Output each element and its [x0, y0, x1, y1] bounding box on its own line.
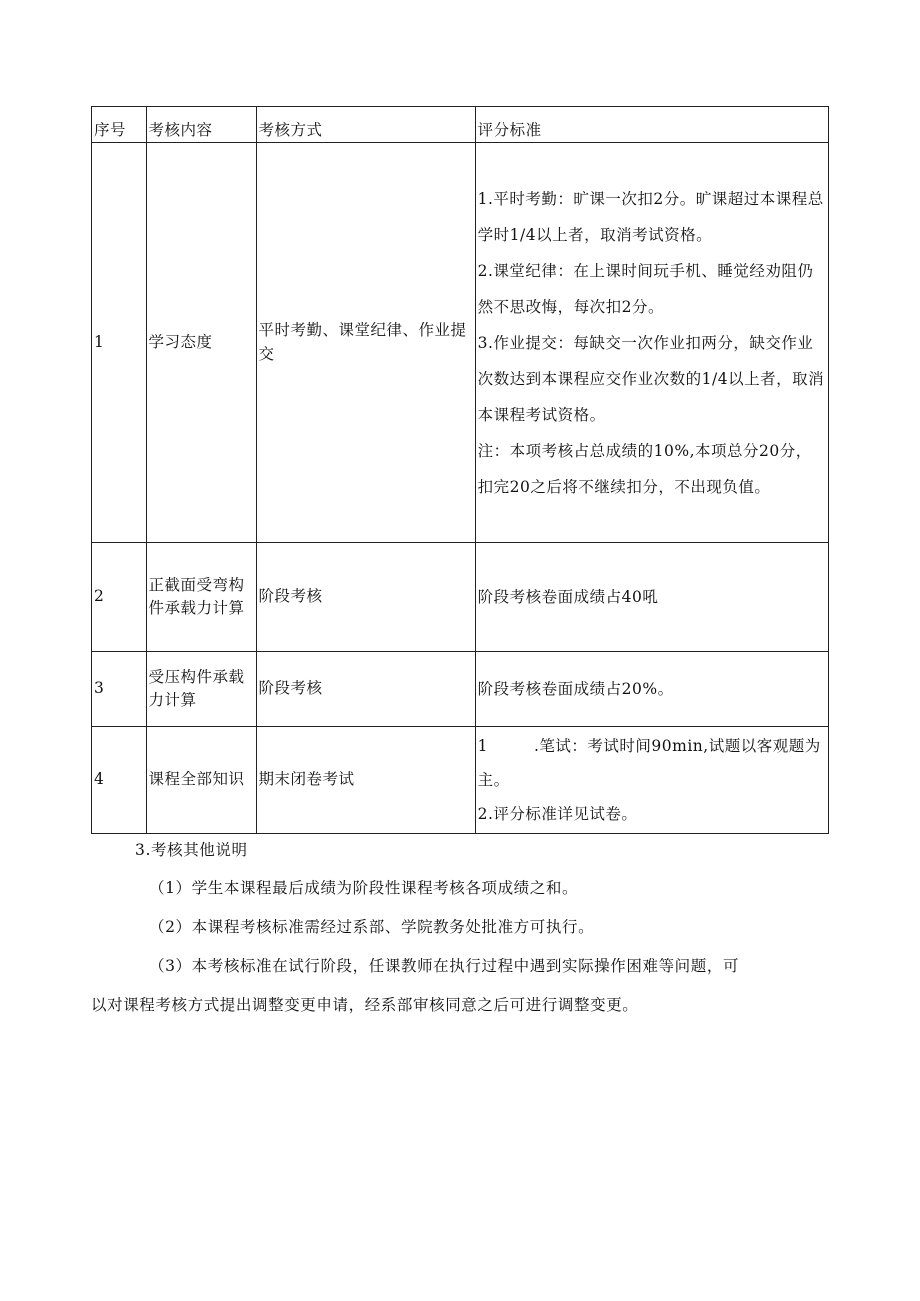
cell-no: 3	[92, 652, 147, 727]
cell-content: 受压构件承载力计算	[146, 652, 256, 727]
note-paragraph: （3）本考核标准在试行阶段，任课教师在执行过程中遇到实际操作困难等问题，可	[149, 957, 740, 975]
cell-content: 课程全部知识	[146, 727, 256, 834]
table-row	[92, 652, 829, 727]
header-cell-criteria: 评分标准	[475, 107, 828, 143]
criteria-item	[478, 729, 826, 797]
criteria-item: 1.平时考勤：旷课一次扣2分。旷课超过本课程总学时1/4以上者，取消考试资格。	[477, 189, 824, 244]
cell-method: 平时考勤、课堂纪律、作业提交	[256, 143, 475, 543]
cell-criteria	[475, 727, 828, 834]
criteria-item: 3.作业提交：每缺交一次作业扣两分，缺交作业次数达到本课程应交作业次数的1/4以上者，取消本课程考试资格。	[477, 333, 825, 424]
note-paragraph: （2）本课程考核标准需经过系部、学院教务处批准方可执行。	[149, 918, 595, 936]
criteria-number: 1	[477, 737, 488, 755]
assessment-table	[91, 106, 829, 834]
cell-criteria	[475, 143, 828, 543]
cell-no: 4	[92, 727, 147, 834]
note-paragraph: （1）学生本课程最后成绩为阶段性课程考核各项成绩之和。	[149, 879, 579, 897]
cell-method: 期末闭卷考试	[256, 727, 475, 834]
section-heading: 3.考核其他说明	[135, 841, 248, 859]
table-row	[92, 727, 829, 834]
table-row	[92, 543, 829, 652]
table-header-row	[92, 107, 829, 143]
cell-content: 正截面受弯构件承载力计算	[146, 543, 256, 652]
cell-criteria	[475, 543, 828, 652]
header-cell-content: 考核内容	[146, 107, 256, 143]
cell-content: 学习态度	[146, 143, 256, 543]
table-row	[92, 143, 829, 543]
note-paragraph-continuation: 以对课程考核方式提出调整变更申请，经系部审核同意之后可进行调整变更。	[91, 996, 639, 1014]
criteria-item: 阶段考核卷面成绩占20%。	[477, 680, 674, 698]
cell-criteria	[475, 652, 828, 727]
cell-no: 2	[92, 543, 147, 652]
cell-method: 阶段考核	[256, 652, 475, 727]
header-cell-no: 序号	[92, 107, 147, 143]
criteria-item: 阶段考核卷面成绩占40吼	[477, 588, 659, 606]
criteria-item: 2.评分标准详见试卷。	[477, 805, 638, 823]
header-cell-method: 考核方式	[256, 107, 475, 143]
cell-no: 1	[92, 143, 147, 543]
criteria-item: 2.课堂纪律：在上课时间玩手机、睡觉经劝阻仍然不思改悔，每次扣2分。	[477, 261, 814, 316]
cell-method: 阶段考核	[256, 543, 475, 652]
criteria-text: .笔试：考试时间90min,试题以客观题为主。	[477, 737, 821, 789]
criteria-note: 注：本项考核占总成绩的10%,本项总分20分，扣完20之后将不继续扣分，不出现负值。	[477, 441, 812, 496]
